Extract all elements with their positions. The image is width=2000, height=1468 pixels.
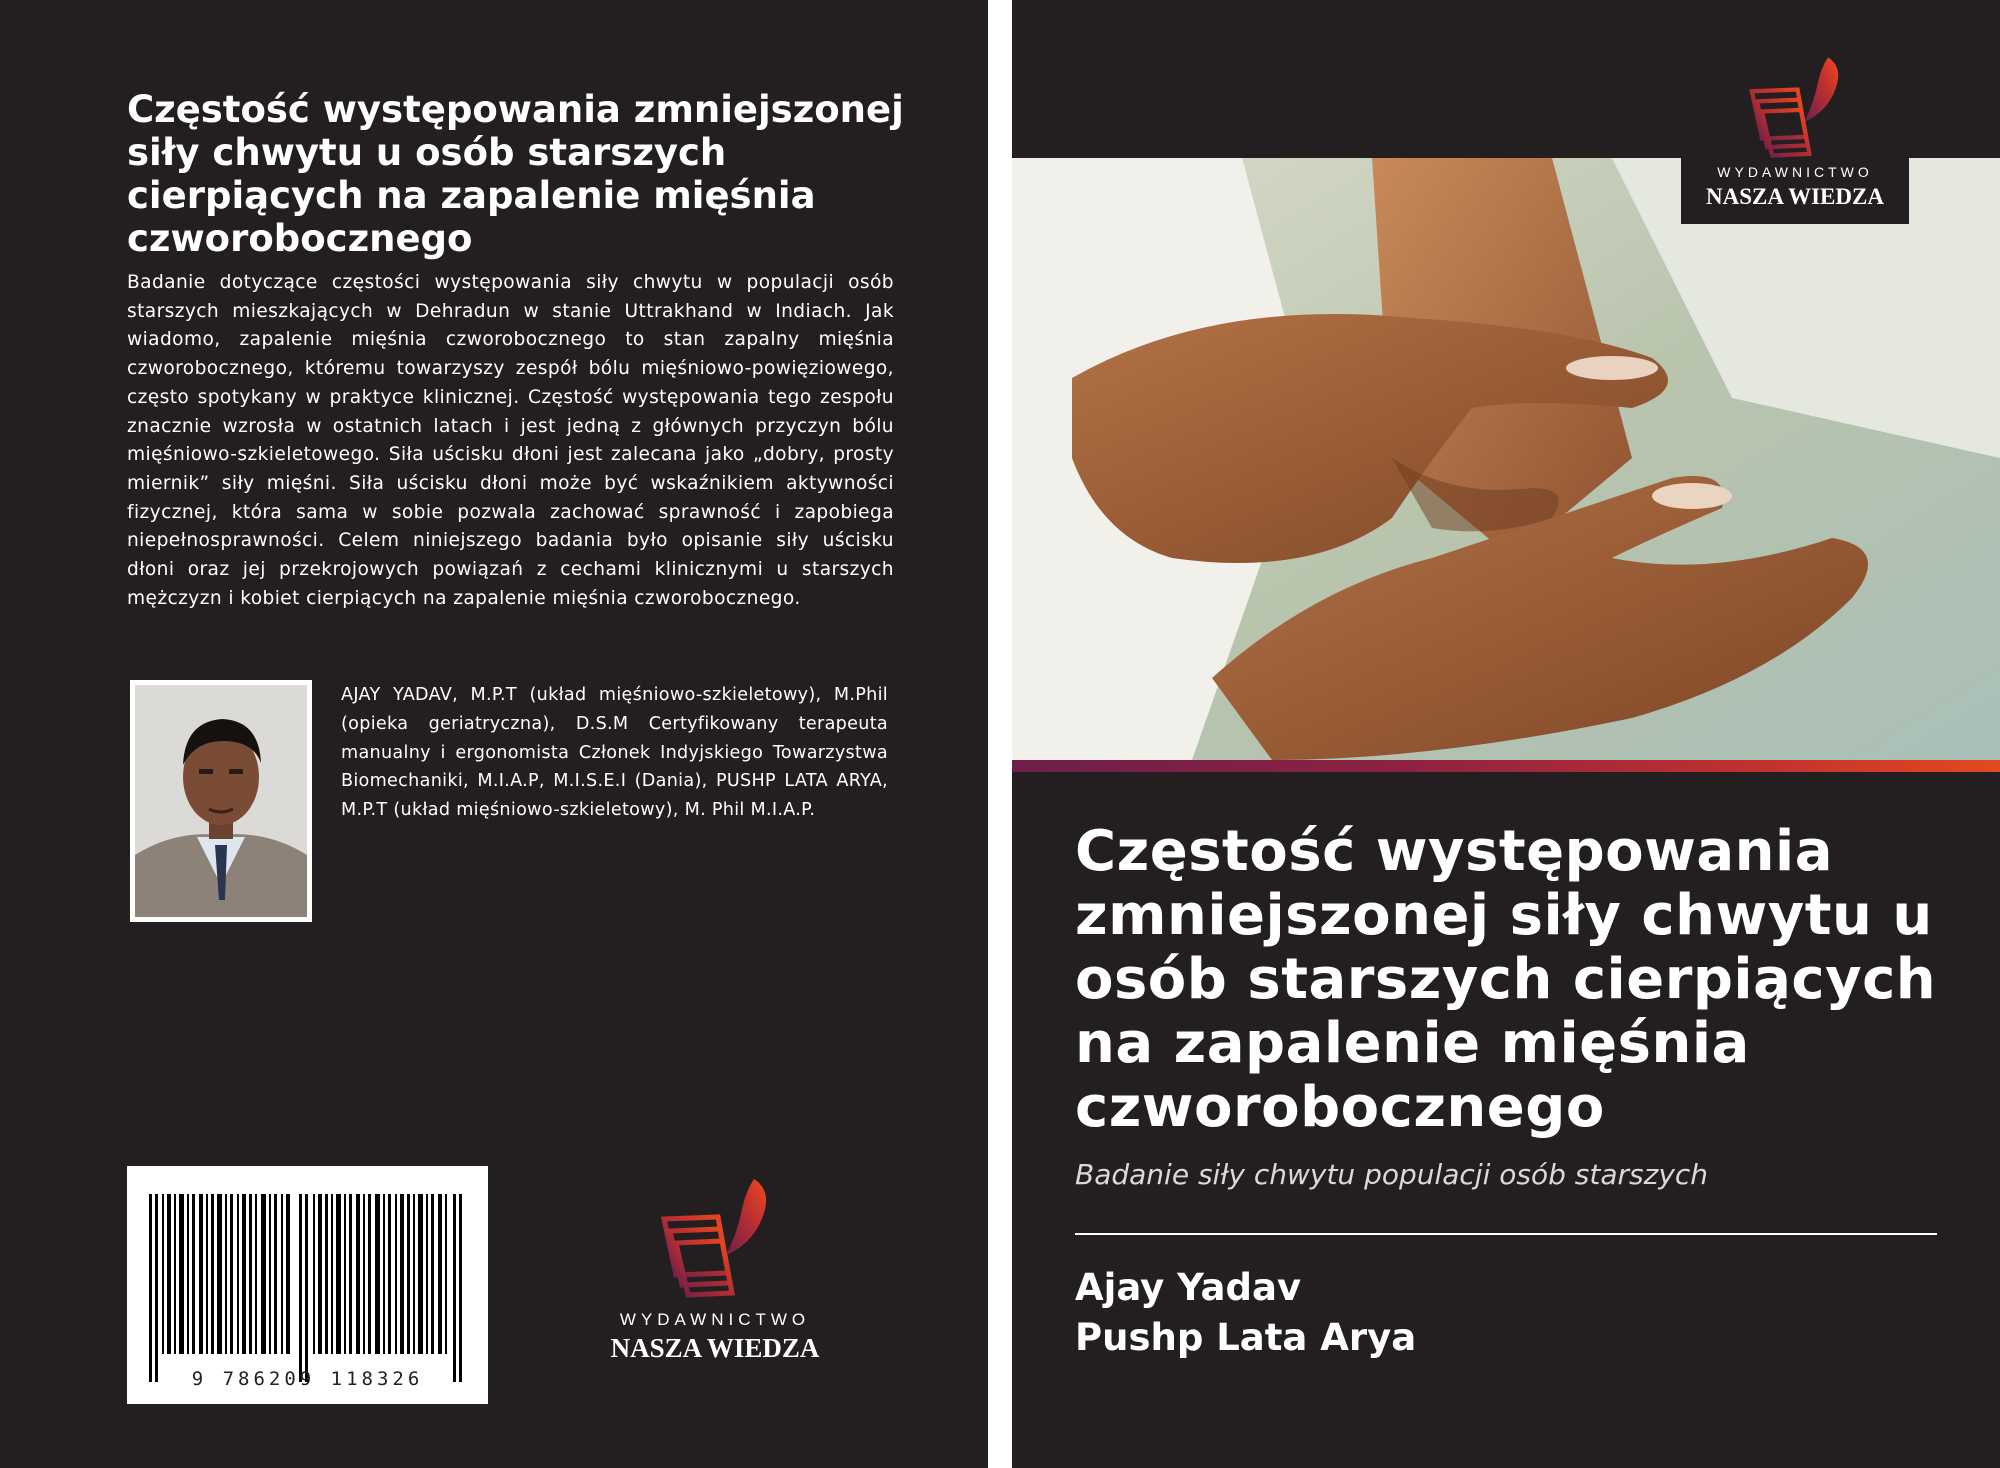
cover-photo-hands [1012, 158, 2000, 760]
author-photo [130, 680, 312, 922]
author-bio: AJAY YADAV, M.P.T (układ mięśniowo-szkieletowy), M.Phil (opieka geriatryczna), D.S.M Certyfikowany terapeuta manualny i ergonomista Członek Indyjskiego Towarzystwa Biomechaniki, M.I.A.P, M.I.S.E.I (Dania), PUSHP LATA ARYA, M.P.T (układ mięśniowo-szkieletowy), M. Phil M.I.A.P. [341, 685, 888, 821]
publisher-line1: WYDAWNICTWO [619, 1310, 811, 1329]
back-cover [0, 0, 988, 1468]
spine [988, 0, 1012, 1468]
front-cover-subtitle: Badanie siły chwytu populacji osób starszych [1075, 1158, 1709, 1191]
publisher-line1: WYDAWNICTWO [1717, 164, 1873, 180]
front-cover-title: Częstość występowania zmniejszonej siły chwytu u osób starszych cierpiących na zapalenie mięśnia czworobocznego [1075, 819, 1937, 1140]
author-name: Pushp Lata Arya [1075, 1316, 1417, 1359]
accent-gradient-bar [1012, 760, 2000, 772]
publisher-line2: NASZA WIEDZA [610, 1333, 820, 1363]
author-name: Ajay Yadav [1075, 1266, 1302, 1309]
book-quill-icon [1735, 54, 1855, 164]
isbn-barcode [127, 1166, 488, 1404]
back-cover-title: Częstość występowania zmniejszonej siły chwytu u osób starszych cierpiących na zapalenie mięśnia czworobocznego [127, 88, 904, 260]
publisher-logo-front [1681, 44, 1909, 224]
publisher-line2: NASZA WIEDZA [1706, 184, 1884, 209]
divider [1075, 1233, 1937, 1235]
isbn-number: 9 786209 118326 [191, 1368, 424, 1390]
publisher-logo-back [590, 1175, 840, 1365]
front-cover [1012, 0, 2000, 1468]
book-quill-icon [650, 1175, 780, 1305]
back-cover-abstract: Badanie dotyczące częstości występowania siły chwytu w populacji osób starszych mieszkających w Dehradun w stanie Uttrakhand w Indiach. Jak wiadomo, zapalenie mięśnia czworobocznego to stan zapalny mięśnia czworobocznego, któremu towarzyszy zespół bólu mięśniowo-powięziowego, często spotykany w praktyce klinicznej. Częstość występowania tego zespołu znacznie wzrosła w ostatnich latach i jest jedną z głównych przyczyn bólu mięśniowo-szkieletowego. Siła uścisku dłoni jest zalecana jako „dobry, prosty miernik” siły mięśni. Siła uścisku dłoni może być wskaźnikiem aktywności fizycznej, która sama w sobie pozwala zachować sprawność i zapobiega niepełnosprawności. Celem niniejszego badania było opisanie siły uścisku dłoni oraz jej przekrojowych powiązań z cechami klinicznymi u starszych mężczyzn i kobiet cierpiących na zapalenie mięśnia czworobocznego. [127, 272, 894, 609]
